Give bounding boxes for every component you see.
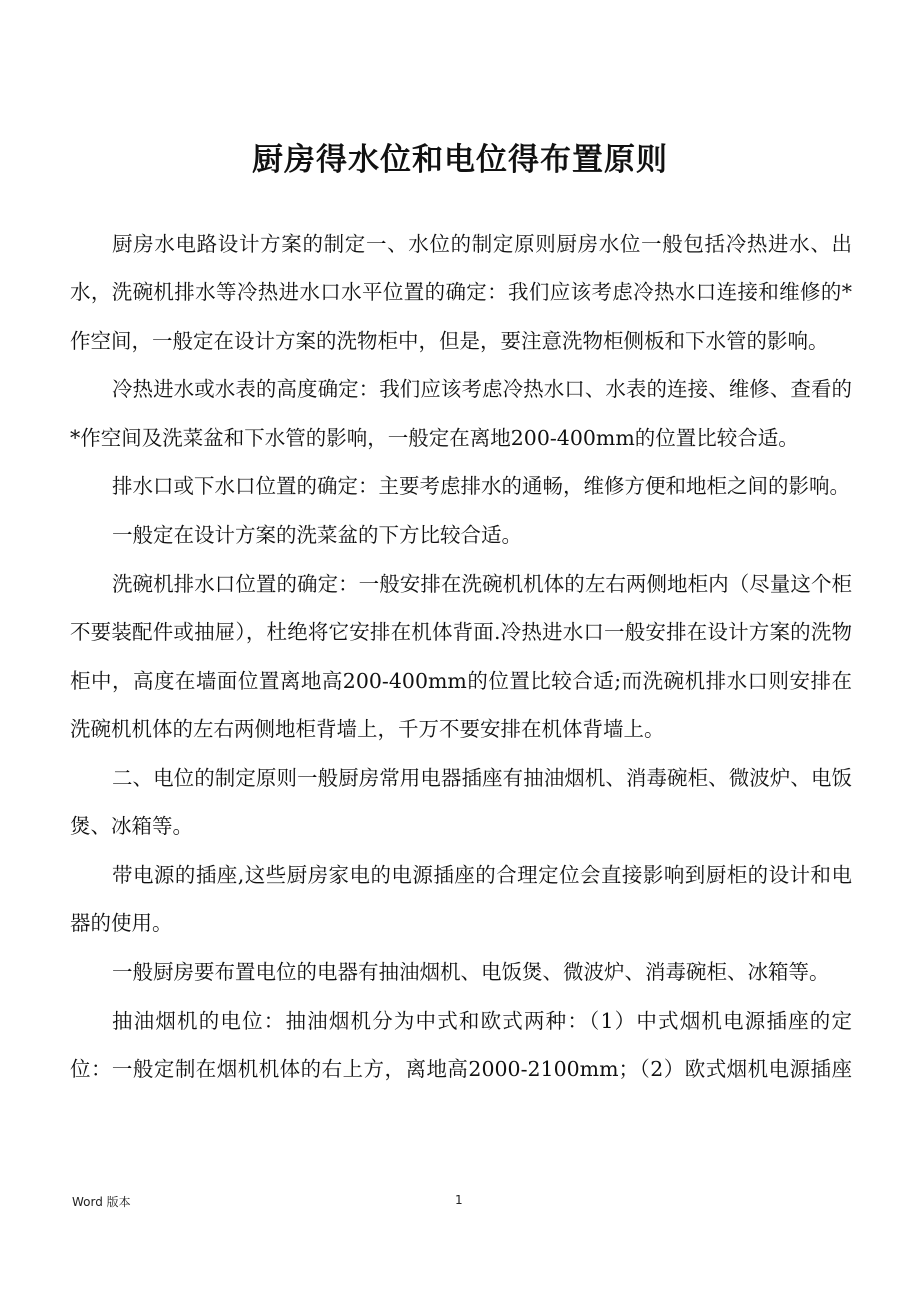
paragraph: 一般定在设计方案的洗菜盆的下方比较合适。	[112, 523, 522, 548]
footer-label: Word 版本	[72, 1195, 131, 1209]
paragraph: 带电源的插座,这些厨房家电的电源插座的合理定位会直接影响到厨柜的设计和电器的使用。	[70, 862, 852, 936]
document-title: 厨房得水位和电位得布置原则	[252, 142, 668, 178]
paragraph: 冷热进水或水表的高度确定：我们应该考虑冷热水口、水表的连接、维修、查看的*作空间及洗菜盆和下水管的影响，一般定在离地200-400mm的位置比较合适。	[70, 377, 852, 450]
paragraph: 洗碗机排水口位置的确定：一般安排在洗碗机机体的左右两侧地柜内（尽量这个柜不要装配件或抽屉），杜绝将它安排在机体背面.冷热进水口一般安排在设计方案的洗物柜中，高度在墙面位置离地高200-400mm的位置比较合适;而洗碗机排水口则安排在洗碗机机体的左右两侧地柜背墙上，千万不要安排在机体背墙上。	[70, 572, 852, 741]
paragraph: 抽油烟机的电位：抽油烟机分为中式和欧式两种：（1）中式烟机电源插座的定位：一般定制在烟机机体的右上方，离地高2000-2100mm；（2）欧式烟机电源插座	[70, 1008, 852, 1082]
paragraph: 一般厨房要布置电位的电器有抽油烟机、电饭煲、微波炉、消毒碗柜、冰箱等。	[112, 959, 830, 984]
paragraph: 二、电位的制定原则一般厨房常用电器插座有抽油烟机、消毒碗柜、微波炉、电饭煲、冰箱等。	[70, 765, 852, 839]
page-number: 1	[455, 1193, 463, 1207]
paragraph: 厨房水电路设计方案的制定一、水位的制定原则厨房水位一般包括冷热进水、出水，洗碗机排水等冷热进水口水平位置的确定：我们应该考虑冷热水口连接和维修的*作空间，一般定在设计方案的洗物柜中，但是，要注意洗物柜侧板和下水管的影响。	[70, 232, 852, 353]
paragraph: 排水口或下水口位置的确定：主要考虑排水的通畅，维修方便和地柜之间的影响。	[112, 474, 850, 499]
document-body	[70, 220, 852, 1094]
